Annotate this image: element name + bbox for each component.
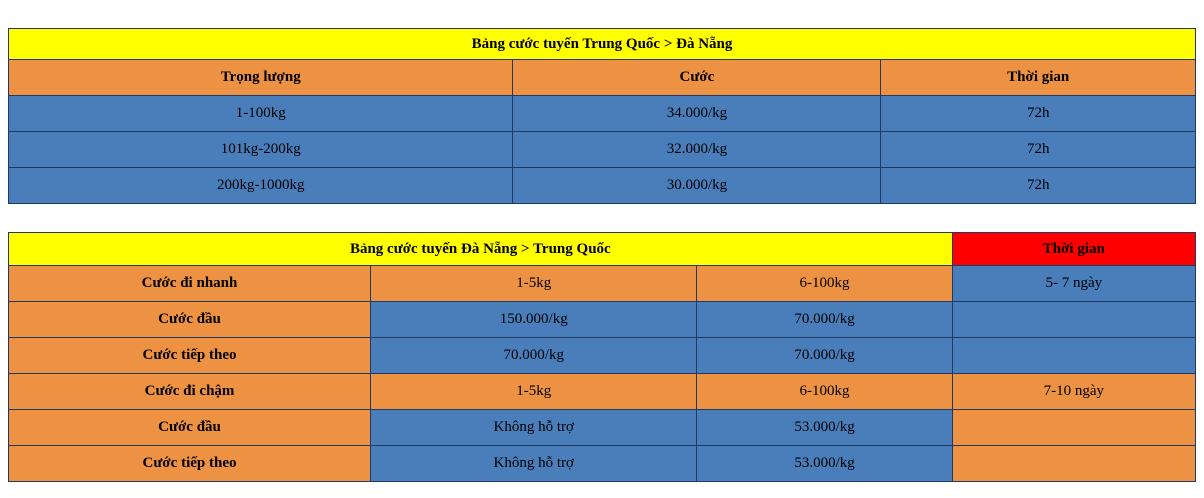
table2-r0-time: 5- 7 ngày (952, 266, 1195, 302)
table2-r2-label: Cước tiếp theo (9, 338, 371, 374)
table1-r1-price: 32.000/kg (513, 132, 881, 168)
table1-r0-time: 72h (881, 96, 1196, 132)
table2-r0-col1: 1-5kg (371, 266, 697, 302)
china-to-danang-table (8, 28, 1196, 204)
table1-r1-weight: 101kg-200kg (9, 132, 513, 168)
table1-header-weight: Trọng lượng (9, 60, 513, 96)
table2-r5-time (952, 446, 1195, 482)
table2-r3-time: 7-10 ngày (952, 374, 1195, 410)
table2-r1-time (952, 302, 1195, 338)
table2-r2-col1: 70.000/kg (371, 338, 697, 374)
table2-r2-time (952, 338, 1195, 374)
table2-r1-col2: 70.000/kg (697, 302, 952, 338)
table2-r5-col1: Không hỗ trợ (371, 446, 697, 482)
table2-r5-label: Cước tiếp theo (9, 446, 371, 482)
table1-r0-weight: 1-100kg (9, 96, 513, 132)
table2-r4-col1: Không hỗ trợ (371, 410, 697, 446)
table2-r0-col2: 6-100kg (697, 266, 952, 302)
table2-r1-label: Cước đầu (9, 302, 371, 338)
table-row (9, 96, 1196, 132)
table2-r1-col1: 150.000/kg (371, 302, 697, 338)
table-row (9, 302, 1196, 338)
table2-r0-label: Cước đi nhanh (9, 266, 371, 302)
table1-header-price: Cước (513, 60, 881, 96)
table-row (9, 266, 1196, 302)
table-row (9, 410, 1196, 446)
table2-r3-col1: 1-5kg (371, 374, 697, 410)
table1-title: Bảng cước tuyến Trung Quốc > Đà Nẵng (9, 29, 1196, 60)
table2-r4-col2: 53.000/kg (697, 410, 952, 446)
table2-header-time: Thời gian (952, 233, 1195, 266)
danang-to-china-table (8, 232, 1196, 482)
table2-title: Bảng cước tuyến Đà Nẵng > Trung Quốc (9, 233, 953, 266)
table1-header-time: Thời gian (881, 60, 1196, 96)
table1-r2-time: 72h (881, 168, 1196, 204)
table1-r0-price: 34.000/kg (513, 96, 881, 132)
table-row (9, 132, 1196, 168)
table-row (9, 446, 1196, 482)
table2-r5-col2: 53.000/kg (697, 446, 952, 482)
table2-r3-col2: 6-100kg (697, 374, 952, 410)
table1-r2-weight: 200kg-1000kg (9, 168, 513, 204)
table-row (9, 168, 1196, 204)
table-title-row (9, 29, 1196, 60)
table1-r2-price: 30.000/kg (513, 168, 881, 204)
table2-r4-time (952, 410, 1195, 446)
table-row (9, 338, 1196, 374)
table-header-row (9, 60, 1196, 96)
table-title-row (9, 233, 1196, 266)
table2-r2-col2: 70.000/kg (697, 338, 952, 374)
table2-r4-label: Cước đầu (9, 410, 371, 446)
table-row (9, 374, 1196, 410)
table1-r1-time: 72h (881, 132, 1196, 168)
table2-r3-label: Cước đi chậm (9, 374, 371, 410)
